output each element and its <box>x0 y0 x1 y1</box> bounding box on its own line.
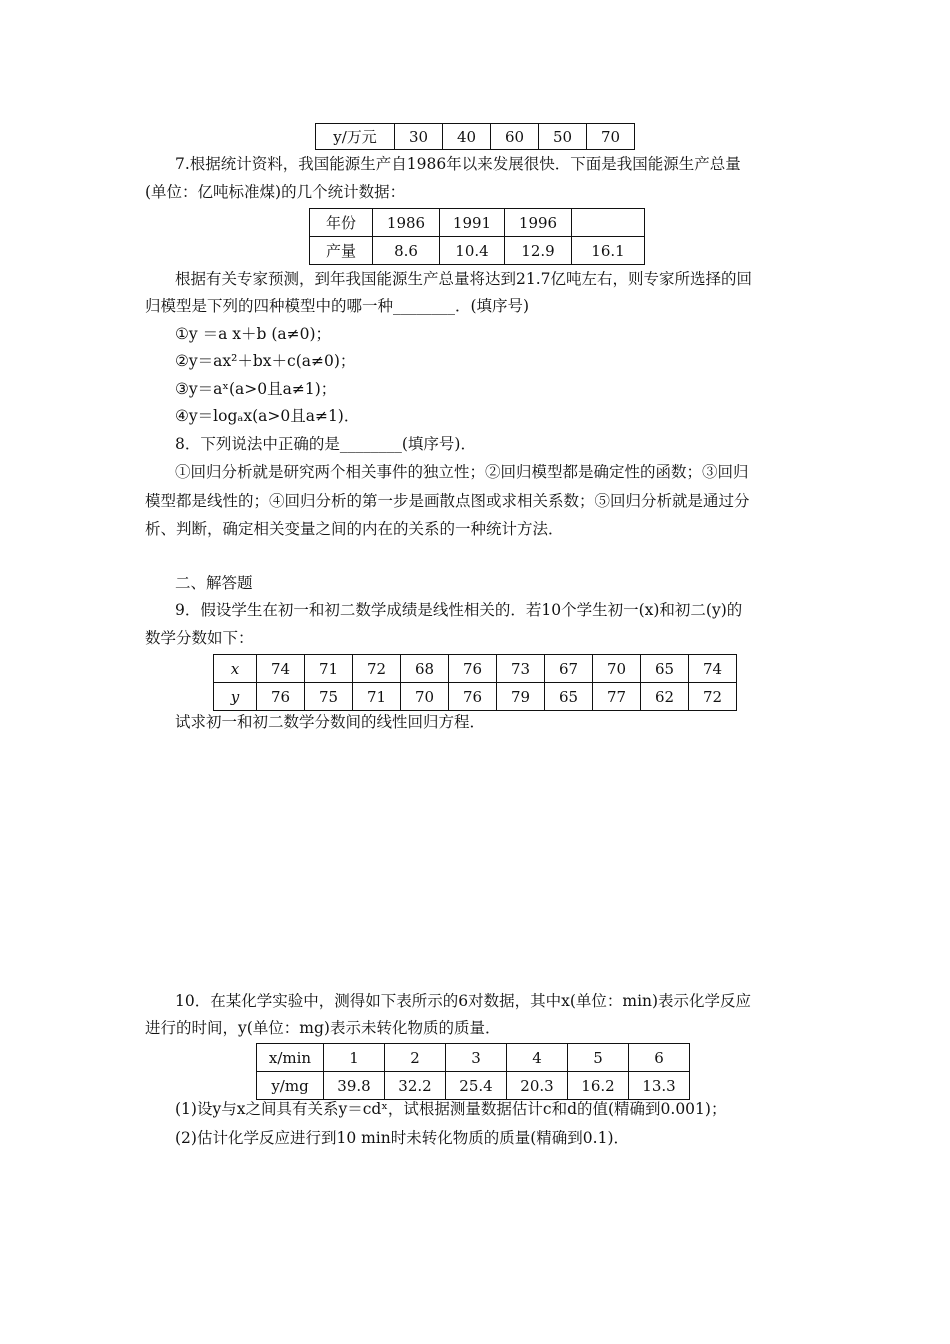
q9-line-2: 数学分数如下： <box>145 629 254 647</box>
q7-line-1: 7.根据统计资料，我国能源生产自1986年以来发展很快．下面是我国能源生产总量 <box>175 155 741 173</box>
table-cell: 6 <box>629 1044 690 1072</box>
table-cell: 13.3 <box>629 1072 690 1100</box>
table-cell: 79 <box>497 683 545 711</box>
table-cell: 50 <box>539 124 587 150</box>
table-cell: 4 <box>507 1044 568 1072</box>
table-cell: 71 <box>353 683 401 711</box>
table-cell: 74 <box>689 655 737 683</box>
q9-line-1: 9．假设学生在初一和初二数学成绩是线性相关的．若10个学生初一(x)和初二(y)的 <box>175 601 743 619</box>
table-cell: x <box>214 655 257 683</box>
q7-line-2: (单位：亿吨标准煤)的几个统计数据： <box>145 183 406 201</box>
table-cell: 73 <box>497 655 545 683</box>
table-row <box>310 237 645 265</box>
table-cell: 8.6 <box>373 237 440 265</box>
table-row <box>316 124 635 150</box>
q8-line-4: 析、判断，确定相关变量之间的内在的关系的一种统计方法． <box>145 520 564 538</box>
table-cell: y/mg <box>257 1072 324 1100</box>
q10-line-2: 进行的时间，y(单位：mg)表示未转化物质的质量． <box>145 1019 501 1037</box>
table-cell: y <box>214 683 257 711</box>
table-cell: 3 <box>446 1044 507 1072</box>
table-cell: 76 <box>449 655 497 683</box>
table-cell: 16.2 <box>568 1072 629 1100</box>
table-cell: 39.8 <box>324 1072 385 1100</box>
table-cell: 10.4 <box>440 237 505 265</box>
table-cell: 60 <box>491 124 539 150</box>
q8-line-2: ①回归分析就是研究两个相关事件的独立性；②回归模型都是确定性的函数；③回归 <box>175 463 749 481</box>
table-y-wanyuan <box>315 123 635 150</box>
table-cell: 65 <box>641 655 689 683</box>
table-cell: 1991 <box>440 209 505 237</box>
table-cell: 12.9 <box>505 237 572 265</box>
table-cell: 40 <box>443 124 491 150</box>
table-cell: 65 <box>545 683 593 711</box>
table-row <box>257 1044 690 1072</box>
table-row <box>214 655 737 683</box>
table-row <box>310 209 645 237</box>
q7-option-2: ②y＝ax²＋bx＋c(a≠0)； <box>175 352 356 370</box>
q7-option-1: ①y ＝a x＋b (a≠0)； <box>175 325 332 343</box>
table-cell: 74 <box>257 655 305 683</box>
table-cell: 1 <box>324 1044 385 1072</box>
table-cell: 62 <box>641 683 689 711</box>
table-cell: 75 <box>305 683 353 711</box>
table-cell: 32.2 <box>385 1072 446 1100</box>
table-cell: y/万元 <box>316 124 395 150</box>
table-cell <box>572 209 645 237</box>
table-cell: 67 <box>545 655 593 683</box>
q10-part-1: (1)设y与x之间具有关系y＝cdˣ，试根据测量数据估计c和d的值(精确到0.001)； <box>175 1100 727 1118</box>
table-energy-production <box>309 208 645 265</box>
q7-option-3: ③y＝aˣ(a>0且a≠1)； <box>175 380 337 398</box>
q10-line-1: 10．在某化学实验中，测得如下表所示的6对数据，其中x(单位：min)表示化学反应 <box>175 992 752 1010</box>
table-cell: 76 <box>449 683 497 711</box>
q8-line-3: 模型都是线性的；④回归分析的第一步是画散点图或求相关系数；⑤回归分析就是通过分 <box>145 492 750 510</box>
table-cell: 71 <box>305 655 353 683</box>
q7-line-4: 归模型是下列的四种模型中的哪一种________．(填序号) <box>145 297 530 315</box>
q7-line-3: 根据有关专家预测，到年我国能源生产总量将达到21.7亿吨左右，则专家所选择的回 <box>175 270 753 288</box>
table-cell: 1996 <box>505 209 572 237</box>
table-cell: 68 <box>401 655 449 683</box>
table-chem-reaction <box>256 1043 690 1100</box>
table-cell: 2 <box>385 1044 446 1072</box>
table-cell: 76 <box>257 683 305 711</box>
table-cell: 70 <box>587 124 635 150</box>
table-cell: 16.1 <box>572 237 645 265</box>
table-cell: 25.4 <box>446 1072 507 1100</box>
table-cell: 72 <box>353 655 401 683</box>
table-cell: x/min <box>257 1044 324 1072</box>
table-cell: 70 <box>401 683 449 711</box>
table-row <box>214 683 737 711</box>
table-math-scores <box>213 654 737 711</box>
q7-option-4: ④y＝logₐx(a>0且a≠1)． <box>175 407 360 425</box>
table-cell: 72 <box>689 683 737 711</box>
table-cell: 5 <box>568 1044 629 1072</box>
q9-line-3: 试求初一和初二数学分数间的线性回归方程． <box>175 713 486 731</box>
section-heading: 二、解答题 <box>175 574 253 592</box>
table-cell: 年份 <box>310 209 373 237</box>
q8-line-1: 8．下列说法中正确的是________(填序号)． <box>175 435 476 453</box>
table-cell: 产量 <box>310 237 373 265</box>
table-cell: 70 <box>593 655 641 683</box>
table-cell: 20.3 <box>507 1072 568 1100</box>
table-row <box>257 1072 690 1100</box>
table-cell: 1986 <box>373 209 440 237</box>
table-cell: 30 <box>395 124 443 150</box>
q10-part-2: (2)估计化学反应进行到10 min时未转化物质的质量(精确到0.1)． <box>175 1129 629 1147</box>
table-cell: 77 <box>593 683 641 711</box>
